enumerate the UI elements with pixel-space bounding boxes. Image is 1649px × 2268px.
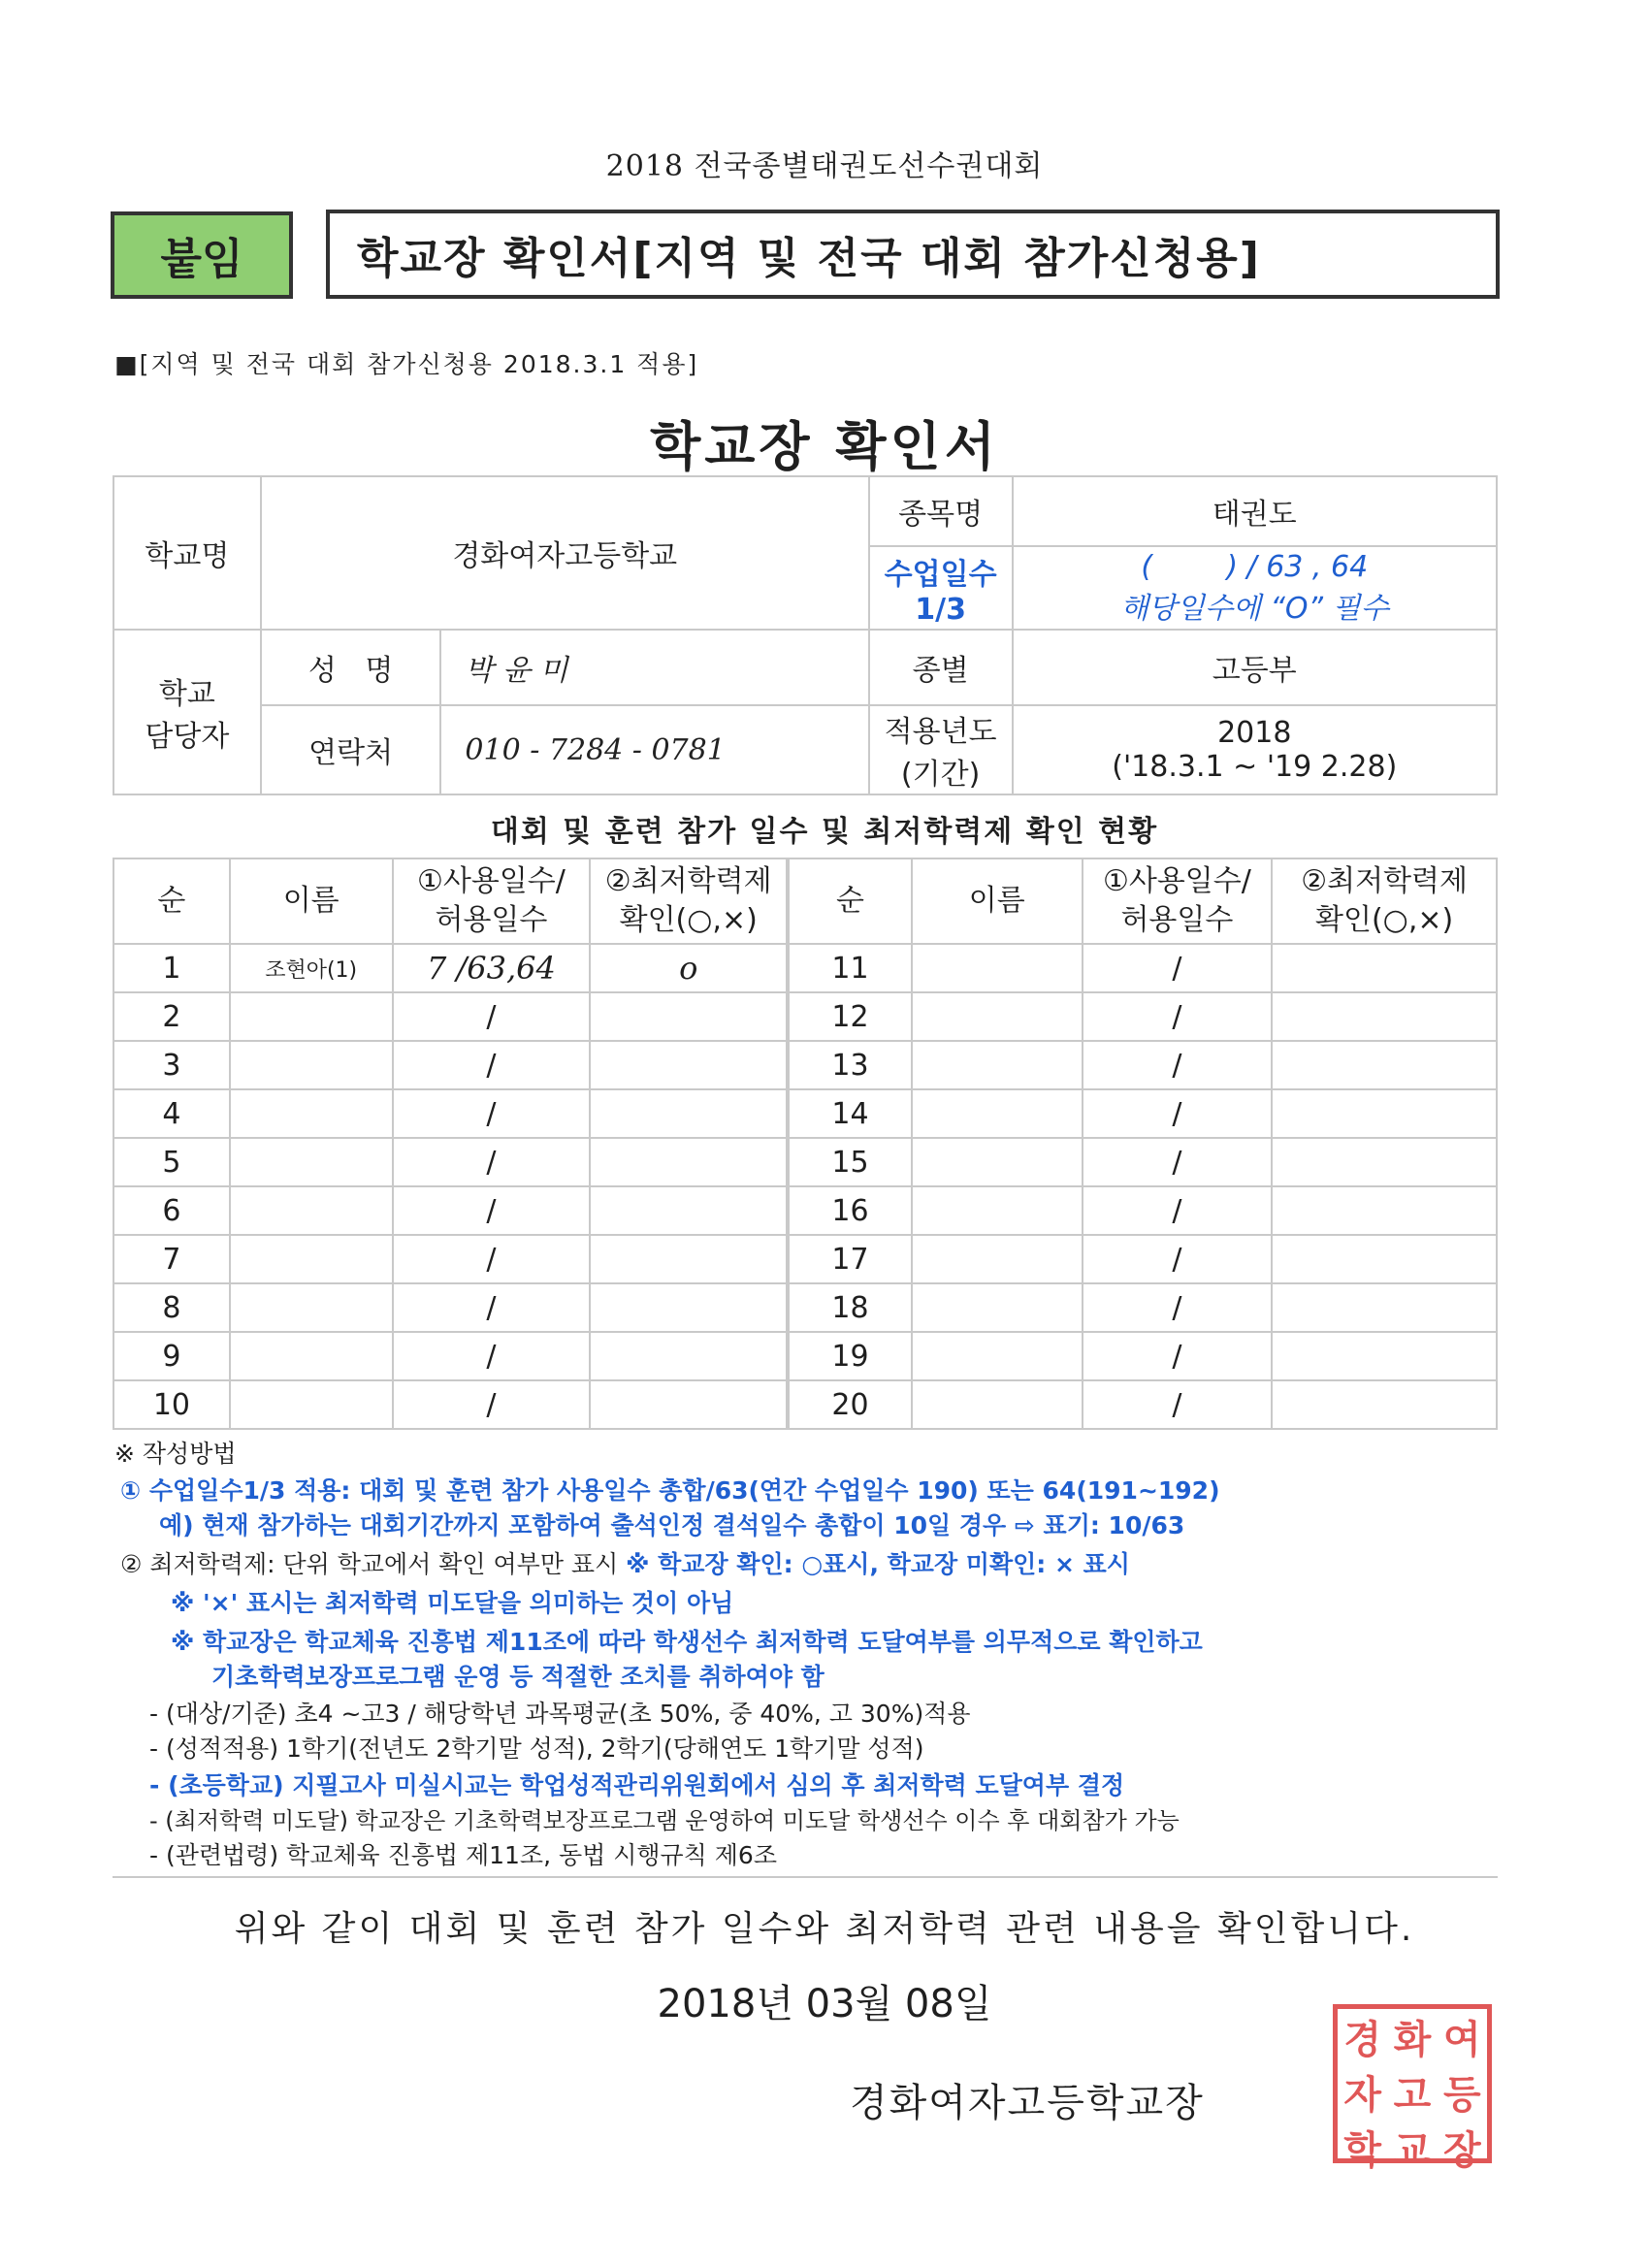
row-no: 19 <box>788 1332 912 1380</box>
instruction-line-5: ※ 학교장은 학교체육 진흥법 제11조에 따라 학생선수 최저학력 도달여부를 의무적으로 확인하고 <box>171 1628 1203 1656</box>
school-value: 경화여자고등학교 <box>261 476 869 630</box>
instruction-line-4: ※ '×' 표시는 최저학력 미도달을 의미하는 것이 아님 <box>171 1589 734 1617</box>
contact-label <box>113 630 261 794</box>
notice-text: ■[지역 및 전국 대회 참가신청용 2018.3.1 적용] <box>114 350 699 378</box>
row-no: 4 <box>113 1089 230 1138</box>
header-days-line2: 허용일수 <box>1120 903 1234 937</box>
row-check: o <box>590 944 788 992</box>
issue-date: 2018년 03월 08일 <box>657 1982 992 2026</box>
table-row <box>113 992 1497 1041</box>
header-min <box>590 859 788 944</box>
phone-value: 010 - 7284 - 0781 <box>440 705 868 794</box>
row-days: / <box>1083 1041 1273 1089</box>
table-row <box>113 1138 1497 1186</box>
instruction-line-3 <box>120 1550 1130 1579</box>
row-days: / <box>393 1041 591 1089</box>
row-check <box>1272 944 1497 992</box>
row-check <box>1272 1041 1497 1089</box>
row-name <box>230 1089 393 1138</box>
header-days-line1: ①사용일수/ <box>416 864 566 898</box>
row-check <box>1272 1089 1497 1138</box>
row-days: 7 /63,64 <box>393 944 591 992</box>
header-name: 이름 <box>912 859 1083 944</box>
row-no: 6 <box>113 1186 230 1235</box>
manager-name-value: 박 윤 미 <box>440 630 868 705</box>
row-name <box>230 1186 393 1235</box>
year-label-line1: 적용년도 <box>884 715 997 749</box>
instruction-line-1: ① 수업일수1/3 적용: 대회 및 훈련 참가 사용일수 총합/63(연간 수업일수 190) 또는 64(191~192) <box>120 1476 1220 1505</box>
row-days: / <box>1083 1235 1273 1283</box>
row-no: 14 <box>788 1089 912 1138</box>
table-row <box>113 1041 1497 1089</box>
row-days: / <box>393 1186 591 1235</box>
status-section-title: 대회 및 훈련 참가 일수 및 최저학력제 확인 현황 <box>490 815 1159 849</box>
class-days-value-line2: 해당일수에 “O” 필수 <box>1119 591 1389 626</box>
row-name <box>230 1138 393 1186</box>
contact-label-line1: 학교 <box>158 677 215 711</box>
event-title: 2018 전국종별태권도선수권대회 <box>605 149 1044 183</box>
row-check <box>1272 1380 1497 1429</box>
school-seal <box>1333 2004 1492 2173</box>
row-name <box>912 1283 1083 1332</box>
row-name: 조현아(1) <box>230 944 393 992</box>
row-no: 15 <box>788 1138 912 1186</box>
division-value: 고등부 <box>1013 630 1497 705</box>
row-days: / <box>1083 1089 1273 1138</box>
header-no: 순 <box>788 859 912 944</box>
header-min-line1: ②최저학력제 <box>604 864 772 898</box>
year-value-line2: ('18.3.1 ~ '19 2.28) <box>1112 750 1398 784</box>
seal-character: 자 <box>1343 2072 1381 2118</box>
header-name: 이름 <box>230 859 393 944</box>
row-days: / <box>1083 1186 1273 1235</box>
row-check <box>590 1089 788 1138</box>
header-min-line1: ②최저학력제 <box>1301 864 1469 898</box>
instruction-line-6: 기초학력보장프로그램 운영 등 적절한 조치를 취하여야 함 <box>211 1663 824 1691</box>
header-min-line2: 확인(○,×) <box>619 903 758 937</box>
row-check <box>1272 1283 1497 1332</box>
year-label <box>869 705 1013 794</box>
row-no: 10 <box>113 1380 230 1429</box>
seal-character: 학 <box>1343 2127 1381 2173</box>
row-check <box>590 1041 788 1089</box>
row-name <box>230 1041 393 1089</box>
row-check <box>590 992 788 1041</box>
table-row <box>113 1380 1497 1429</box>
row-no: 1 <box>113 944 230 992</box>
row-days: / <box>393 1089 591 1138</box>
row-days: / <box>393 1235 591 1283</box>
row-no: 13 <box>788 1041 912 1089</box>
seal-character: 화 <box>1393 2017 1432 2062</box>
row-name <box>912 944 1083 992</box>
header-days <box>1083 859 1273 944</box>
contact-label-line2: 담당자 <box>145 720 230 754</box>
instructions-heading: ※ 작성방법 <box>114 1440 237 1468</box>
row-no: 7 <box>113 1235 230 1283</box>
class-days-value-line1: ( ) / 63 , 64 <box>1141 549 1369 584</box>
info-table <box>113 475 1498 795</box>
row-name <box>912 1089 1083 1138</box>
row-name <box>912 1332 1083 1380</box>
instruction-line-11: - (관련법령) 학교체육 진흥법 제11조, 동법 시행규칙 제6조 <box>149 1841 777 1869</box>
row-check <box>590 1138 788 1186</box>
year-value <box>1013 705 1497 794</box>
row-name <box>912 1235 1083 1283</box>
table-row <box>113 944 1497 992</box>
row-check <box>1272 1235 1497 1283</box>
row-days: / <box>1083 992 1273 1041</box>
row-name <box>912 992 1083 1041</box>
row-check <box>590 1332 788 1380</box>
instruction-line-10: - (최저학력 미도달) 학교장은 기초학력보장프로그램 운영하여 미도달 학생선수 이수 후 대회참가 가능 <box>149 1807 1180 1834</box>
header-no: 순 <box>113 859 230 944</box>
header-days-line2: 허용일수 <box>435 903 548 937</box>
row-name <box>912 1380 1083 1429</box>
year-value-line1: 2018 <box>1217 716 1292 750</box>
row-check <box>590 1235 788 1283</box>
row-days: / <box>393 1138 591 1186</box>
phone-label: 연락처 <box>261 705 441 794</box>
row-no: 9 <box>113 1332 230 1380</box>
row-no: 18 <box>788 1283 912 1332</box>
row-no: 16 <box>788 1186 912 1235</box>
row-name <box>230 1283 393 1332</box>
instruction-line-2: 예) 현재 참가하는 대회기간까지 포함하여 출석인정 결석일수 총합이 10일 경우 ⇨ 표기: 10/63 <box>159 1511 1185 1539</box>
row-check <box>1272 1332 1497 1380</box>
table-row <box>113 1235 1497 1283</box>
row-check <box>1272 1138 1497 1186</box>
instruction-line-3-part1: ② 최저학력제: 단위 학교에서 확인 여부만 표시 <box>120 1550 627 1578</box>
row-name <box>912 1041 1083 1089</box>
principal-signature: 경화여자고등학교장 <box>850 2081 1205 2125</box>
header-days <box>393 859 591 944</box>
table-row <box>113 1283 1497 1332</box>
row-days: / <box>393 992 591 1041</box>
document-title: 학교장 확인서 <box>650 416 999 477</box>
row-name <box>230 1332 393 1380</box>
seal-character: 교 <box>1393 2127 1432 2173</box>
instruction-line-8: - (성적적용) 1학기(전년도 2학기말 성적), 2학기(당해연도 1학기말 성적) <box>149 1734 924 1763</box>
seal-character: 장 <box>1443 2127 1481 2173</box>
table-row <box>113 1186 1497 1235</box>
row-days: / <box>1083 1332 1273 1380</box>
row-days: / <box>1083 944 1273 992</box>
header-days-line1: ①사용일수/ <box>1102 864 1251 898</box>
row-days: / <box>1083 1380 1273 1429</box>
header-min-line2: 확인(○,×) <box>1315 903 1454 937</box>
class-days-label-line2: 1/3 <box>915 592 966 627</box>
sport-value: 태권도 <box>1013 476 1497 546</box>
name-label: 성 명 <box>261 630 441 705</box>
row-no: 5 <box>113 1138 230 1186</box>
row-no: 2 <box>113 992 230 1041</box>
row-check <box>1272 992 1497 1041</box>
header-min <box>1272 859 1497 944</box>
sport-label: 종목명 <box>869 476 1013 546</box>
division-label: 종별 <box>869 630 1013 705</box>
row-name <box>230 992 393 1041</box>
row-days: / <box>1083 1138 1273 1186</box>
class-days-label <box>869 546 1013 630</box>
seal-character: 경 <box>1343 2017 1381 2062</box>
row-days: / <box>393 1332 591 1380</box>
row-days: / <box>393 1380 591 1429</box>
row-no: 8 <box>113 1283 230 1332</box>
instruction-line-7: - (대상/기준) 초4 ~고3 / 해당학년 과목평균(초 50%, 중 40%, 고 30%)적용 <box>149 1700 971 1728</box>
seal-character: 여 <box>1443 2017 1481 2062</box>
instruction-line-3-part2: ※ 학교장 확인: ○표시, 학교장 미확인: × 표시 <box>626 1550 1130 1578</box>
row-days: / <box>1083 1283 1273 1332</box>
year-label-line2: (기간) <box>900 758 981 792</box>
divider <box>113 1876 1498 1878</box>
attach-badge: 붙임 <box>111 211 293 299</box>
row-no: 12 <box>788 992 912 1041</box>
row-no: 3 <box>113 1041 230 1089</box>
seal-character: 고 <box>1393 2072 1432 2118</box>
attach-title: 학교장 확인서[지역 및 전국 대회 참가신청용] <box>326 210 1500 299</box>
class-days-value <box>1013 546 1497 630</box>
seal-character: 등 <box>1443 2072 1481 2118</box>
row-check <box>590 1380 788 1429</box>
school-label: 학교명 <box>113 476 261 630</box>
row-name <box>230 1380 393 1429</box>
row-check <box>590 1283 788 1332</box>
row-no: 20 <box>788 1380 912 1429</box>
confirmation-text: 위와 같이 대회 및 훈련 참가 일수와 최저학력 관련 내용을 확인합니다. <box>234 1909 1415 1949</box>
row-name <box>912 1138 1083 1186</box>
class-days-label-line1: 수업일수 <box>884 557 997 592</box>
table-row <box>113 1332 1497 1380</box>
row-name <box>912 1186 1083 1235</box>
row-check <box>1272 1186 1497 1235</box>
instruction-line-9: - (초등학교) 지필고사 미실시교는 학업성적관리위원회에서 심의 후 최저학력 도달여부 결정 <box>149 1771 1125 1799</box>
row-name <box>230 1235 393 1283</box>
participation-table <box>113 858 1498 1430</box>
row-check <box>590 1186 788 1235</box>
row-no: 17 <box>788 1235 912 1283</box>
row-no: 11 <box>788 944 912 992</box>
row-days: / <box>393 1283 591 1332</box>
table-row <box>113 1089 1497 1138</box>
